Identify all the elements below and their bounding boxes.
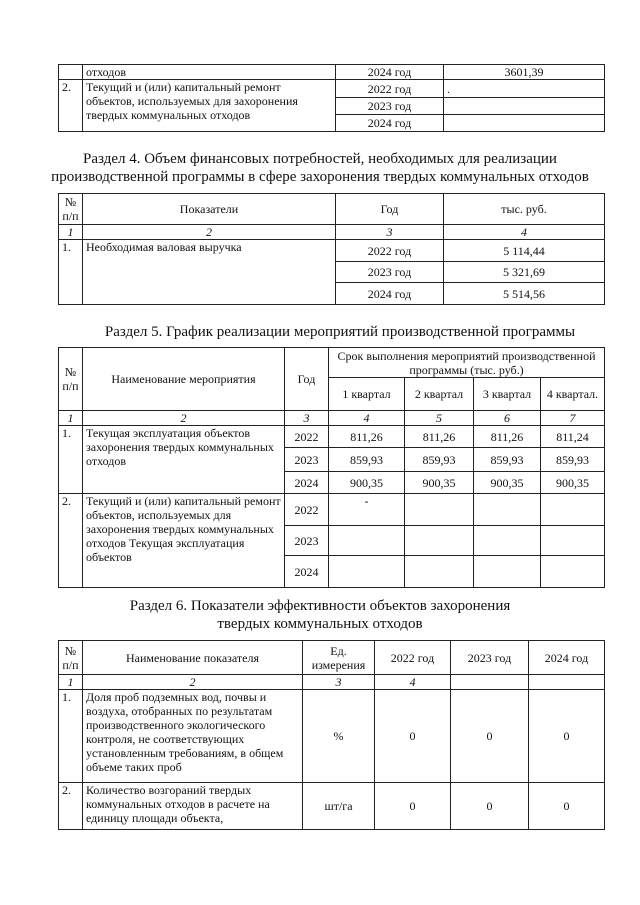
cell-value: [329, 556, 405, 588]
index-cell: [451, 675, 529, 690]
cell-name: Текущая эксплуатация объектов захоронения твердых коммунальных отходов: [83, 426, 285, 494]
cell-value: 5 114,44: [444, 240, 605, 262]
cell-value: [405, 556, 474, 588]
cell-year: 2022: [285, 426, 329, 448]
cell-value: 0: [375, 783, 451, 830]
index-cell: 5: [405, 411, 474, 426]
cell-value: .: [444, 80, 605, 98]
cell-year: 2024 год: [336, 115, 444, 132]
cell-value: 5 321,69: [444, 262, 605, 283]
cell-year: 2023 год: [336, 262, 444, 283]
index-cell: 2: [83, 675, 303, 690]
cell-value: 5 514,56: [444, 283, 605, 305]
cell-name: Текущий и (или) капитальный ремонт объектов, используемых для захоронения твердых коммунальных отходов Текущая эксплуатация объектов: [83, 494, 285, 588]
cell-value: [474, 494, 541, 526]
header-q1: 1 квартал: [329, 378, 405, 411]
cell-value: 900,35: [329, 472, 405, 494]
section6-table: [58, 640, 605, 830]
cell-year: 2022 год: [336, 240, 444, 262]
top-continuation-table: [58, 64, 605, 132]
header-2022: 2022 год: [375, 641, 451, 675]
cell-year: 2024: [285, 472, 329, 494]
cell-value: [405, 526, 474, 556]
cell-value: [541, 494, 605, 526]
section5-table: [58, 347, 605, 588]
index-cell: 1: [59, 225, 83, 240]
header-name: Наименование показателя: [83, 641, 303, 675]
cell-value: 0: [451, 783, 529, 830]
cell-year: 2024 год: [336, 283, 444, 305]
cell-value: 3601,39: [444, 65, 605, 80]
cell-year: 2023: [285, 448, 329, 472]
header-num: № п/п: [59, 348, 83, 411]
cell-value: [474, 556, 541, 588]
cell-value: 859,93: [329, 448, 405, 472]
cell-value: [444, 98, 605, 115]
cell-value: 811,24: [541, 426, 605, 448]
index-cell: 6: [474, 411, 541, 426]
cell-name: отходов: [83, 65, 336, 80]
section5-title: Раздел 5. График реализации мероприятий производственной программы: [104, 324, 576, 340]
cell-value: 811,26: [474, 426, 541, 448]
cell-value: [541, 556, 605, 588]
cell-value: [329, 526, 405, 556]
header-num: № п/п: [59, 194, 83, 225]
cell-value: 811,26: [405, 426, 474, 448]
section4-title: Раздел 4. Объем финансовых потребностей, необходимых для реализации производственной программы в сфере захоронения твердых коммунальных отходов: [51, 151, 589, 185]
header-2023: 2023 год: [451, 641, 529, 675]
cell-value: 900,35: [474, 472, 541, 494]
cell-num: 2.: [59, 494, 83, 588]
cell-value: 859,93: [474, 448, 541, 472]
index-cell: 3: [336, 225, 444, 240]
header-num: № п/п: [59, 641, 83, 675]
cell-name: Количество возгораний твердых коммунальных отходов в расчете на единицу площади объекта,: [83, 783, 303, 830]
index-cell: 7: [541, 411, 605, 426]
cell-num: 1.: [59, 240, 83, 305]
index-cell: 3: [303, 675, 375, 690]
cell-year: 2023 год: [336, 98, 444, 115]
cell-name: Необходимая валовая выручка: [83, 240, 336, 305]
cell-value: 0: [529, 690, 605, 783]
header-q4: 4 квартал.: [541, 378, 605, 411]
cell-year: 2024: [285, 556, 329, 588]
section4-table: [58, 193, 605, 305]
cell-value: 859,93: [541, 448, 605, 472]
cell-value: [474, 526, 541, 556]
index-cell: 1: [59, 675, 83, 690]
cell-value: 0: [529, 783, 605, 830]
cell-value: 859,93: [405, 448, 474, 472]
cell-value: -: [329, 494, 405, 526]
cell-year: 2023: [285, 526, 329, 556]
cell-num: 1.: [59, 426, 83, 494]
header-unit: Ед. измерения: [303, 641, 375, 675]
cell-value: [405, 494, 474, 526]
index-cell: 3: [285, 411, 329, 426]
cell-unit: шт/га: [303, 783, 375, 830]
index-cell: 4: [444, 225, 605, 240]
section6-title: Раздел 6. Показатели эффективности объектов захоронения твердых коммунальных отходов: [129, 598, 511, 632]
cell-name: Текущий и (или) капитальный ремонт объектов, используемых для захоронения твердых коммунальных отходов: [83, 80, 336, 132]
cell-num: 1.: [59, 690, 83, 783]
cell-num: [59, 65, 83, 80]
cell-value: 0: [451, 690, 529, 783]
cell-year: 2024 год: [336, 65, 444, 80]
index-cell: 4: [329, 411, 405, 426]
cell-value: [444, 115, 605, 132]
cell-unit: %: [303, 690, 375, 783]
cell-name: Доля проб подземных вод, почвы и воздуха, отобранных по результатам производственного экологического контроля, не соответствующих установленным требованиям, в общем объеме таких проб: [83, 690, 303, 783]
cell-value: 900,35: [541, 472, 605, 494]
cell-value: 0: [375, 690, 451, 783]
cell-year: 2022: [285, 494, 329, 526]
cell-num: 2.: [59, 80, 83, 132]
cell-num: 2.: [59, 783, 83, 830]
header-year: Год: [285, 348, 329, 411]
index-cell: 2: [83, 411, 285, 426]
header-name: Наименование мероприятия: [83, 348, 285, 411]
header-2024: 2024 год: [529, 641, 605, 675]
header-sum: тыс. руб.: [444, 194, 605, 225]
cell-year: 2022 год: [336, 80, 444, 98]
index-cell: [529, 675, 605, 690]
header-q2: 2 квартал: [405, 378, 474, 411]
header-q3: 3 квартал: [474, 378, 541, 411]
index-cell: 2: [83, 225, 336, 240]
index-cell: 1: [59, 411, 83, 426]
header-term: Срок выполнения мероприятий производственной программы (тыс. руб.): [329, 348, 605, 378]
index-cell: 4: [375, 675, 451, 690]
header-year: Год: [336, 194, 444, 225]
cell-value: 900,35: [405, 472, 474, 494]
header-indicators: Показатели: [83, 194, 336, 225]
cell-value: 811,26: [329, 426, 405, 448]
cell-value: [541, 526, 605, 556]
